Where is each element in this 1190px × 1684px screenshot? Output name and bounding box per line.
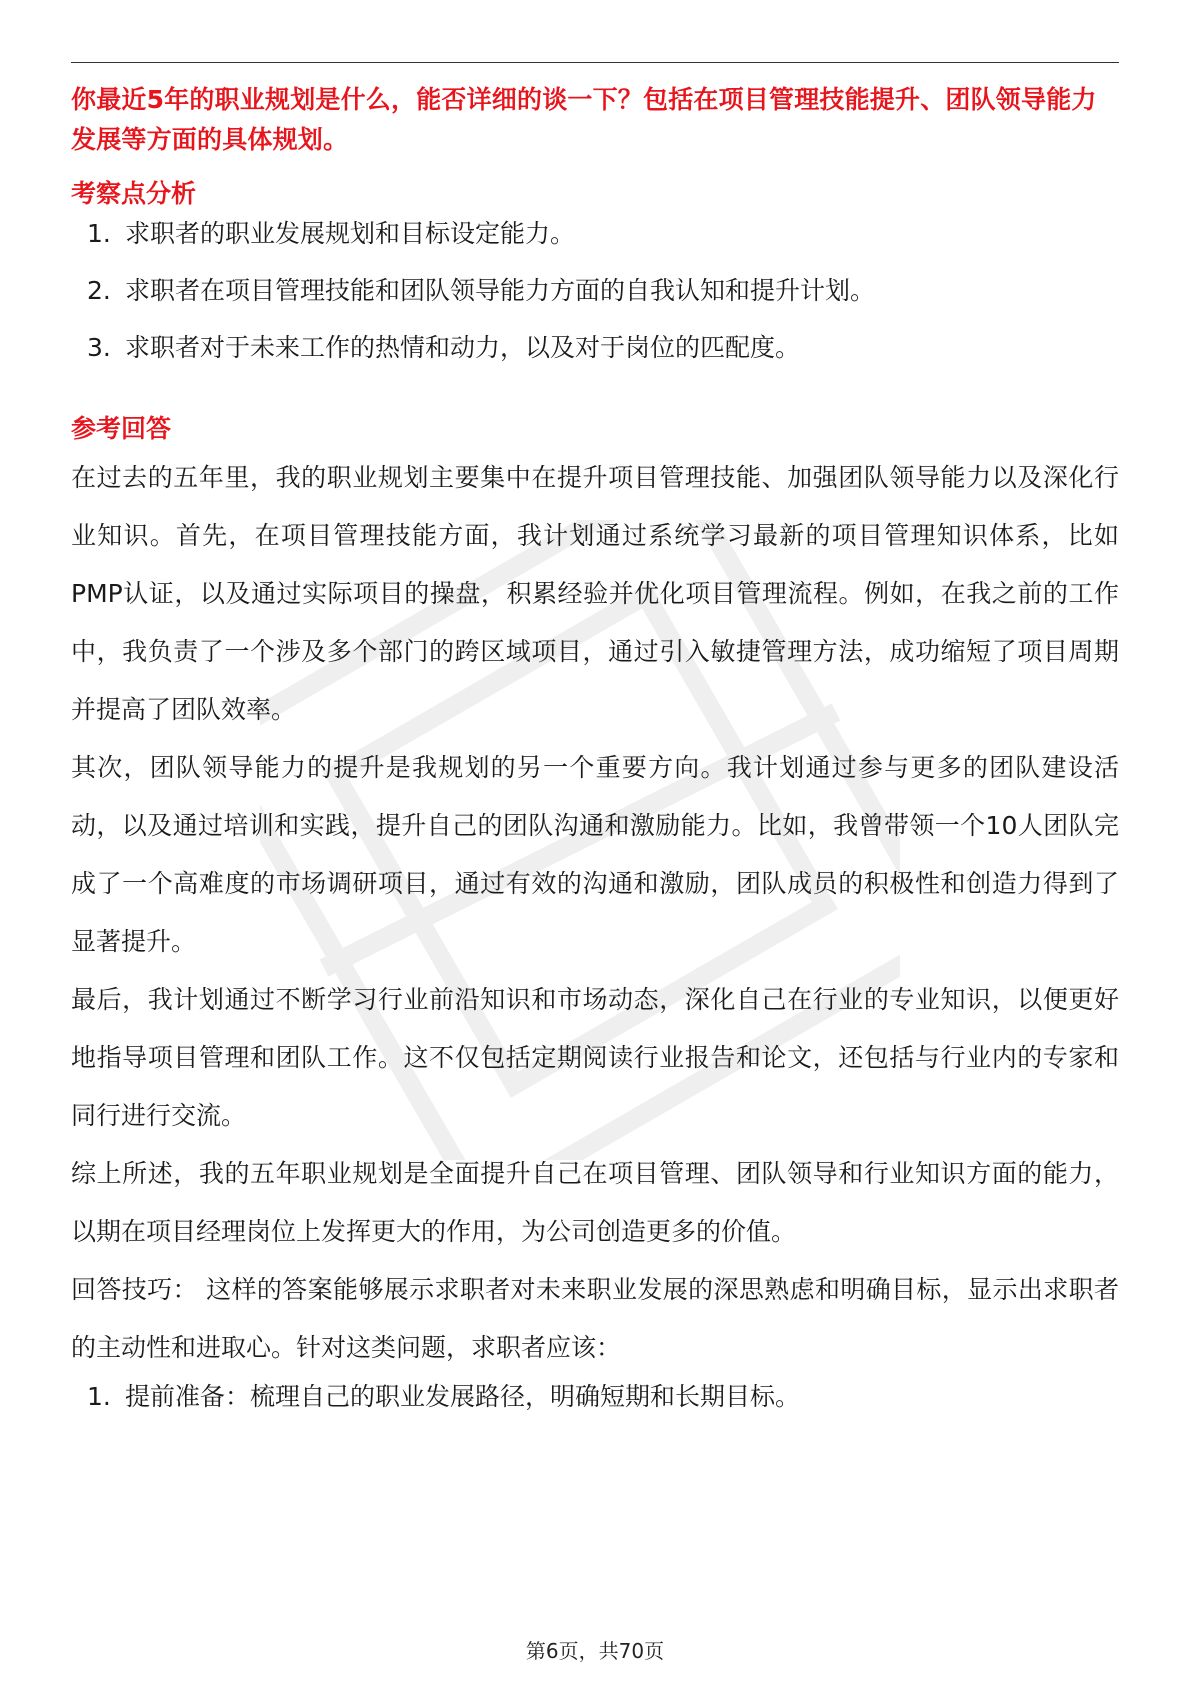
top-divider bbox=[71, 62, 1119, 63]
answer-paragraph: 综上所述，我的五年职业规划是全面提升自己在项目管理、团队领导和行业知识方面的能力，以期在项目经理岗位上发挥更大的作用，为公司创造更多的价值。 bbox=[71, 1159, 1119, 1246]
list-text: 求职者的职业发展规划和目标设定能力。 bbox=[125, 219, 576, 248]
answer-paragraph: 在过去的五年里，我的职业规划主要集中在提升项目管理技能、加强团队领导能力以及深化行业知识。首先，在项目管理技能方面，我计划通过系统学习最新的项目管理知识体系，比如PMP认证，以及通过实际项目的操盘，积累经验并优化项目管理流程。例如，在我之前的工作中，我负责了一个涉及多个部门的跨区域项目，通过引入敏捷管理方法，成功缩短了项目周期并提高了团队效率。 bbox=[71, 463, 1119, 724]
list-item bbox=[71, 1377, 1119, 1434]
list-item bbox=[71, 214, 1119, 271]
answer-heading: 参考回答 bbox=[71, 414, 172, 443]
answer-paragraph: 最后，我计划通过不断学习行业前沿知识和市场动态，深化自己在行业的专业知识，以便更好地指导项目管理和团队工作。这不仅包括定期阅读行业报告和论文，还包括与行业内的专家和同行进行交流。 bbox=[71, 985, 1119, 1130]
list-number: 3. bbox=[87, 333, 111, 362]
list-number: 1. bbox=[87, 1382, 111, 1411]
analysis-list bbox=[71, 214, 1119, 385]
list-number: 2. bbox=[87, 276, 111, 305]
question-title: 你最近5年的职业规划是什么，能否详细的谈一下？包括在项目管理技能提升、团队领导能力发展等方面的具体规划。 bbox=[71, 85, 1097, 154]
list-text: 提前准备：梳理自己的职业发展路径，明确短期和长期目标。 bbox=[125, 1382, 801, 1411]
list-number: 1. bbox=[87, 219, 111, 248]
answer-paragraph: 其次，团队领导能力的提升是我规划的另一个重要方向。我计划通过参与更多的团队建设活动，以及通过培训和实践，提升自己的团队沟通和激励能力。比如，我曾带领一个10人团队完成了一个高难度的市场调研项目，通过有效的沟通和激励，团队成员的积极性和创造力得到了显著提升。 bbox=[71, 753, 1119, 956]
tips-list bbox=[71, 1377, 1119, 1434]
answer-tips-paragraph: 回答技巧： 这样的答案能够展示求职者对未来职业发展的深思熟虑和明确目标，显示出求职者的主动性和进取心。针对这类问题，求职者应该： bbox=[71, 1275, 1119, 1362]
list-text: 求职者在项目管理技能和团队领导能力方面的自我认知和提升计划。 bbox=[125, 276, 876, 305]
page-number: 第6页，共70页 bbox=[525, 1639, 665, 1663]
list-text: 求职者对于未来工作的热情和动力，以及对于岗位的匹配度。 bbox=[125, 333, 801, 362]
analysis-heading: 考察点分析 bbox=[71, 179, 197, 208]
page-content bbox=[71, 80, 1119, 1434]
list-item bbox=[71, 271, 1119, 328]
list-item bbox=[71, 328, 1119, 385]
